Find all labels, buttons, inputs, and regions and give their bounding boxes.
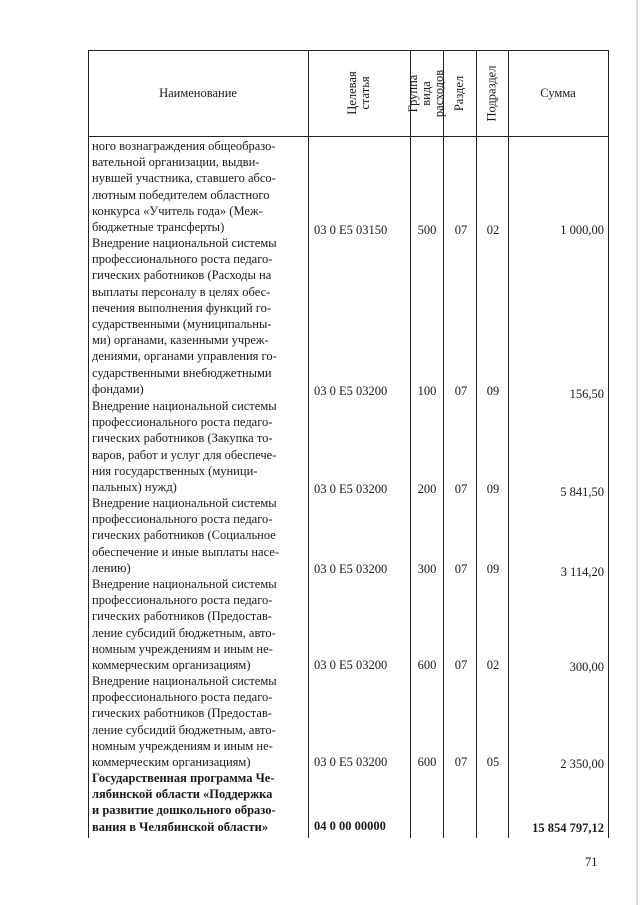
- row-subsection: 09: [486, 482, 500, 496]
- row-subsection: 09: [486, 384, 500, 398]
- column-border: [443, 50, 444, 838]
- row-section: 07: [454, 562, 468, 576]
- header-name: [88, 50, 308, 136]
- row-section: 07: [454, 223, 468, 237]
- header-name-label: Наименование: [159, 85, 237, 100]
- row-group: 200: [417, 482, 437, 496]
- row-name: Внедрение национальной системы профессионального роста педаго- гических работников (Закупка то- варов, работ и услуг для обеспече- ния государственных (муници- пальных) нужд): [92, 399, 277, 495]
- row-section: 07: [454, 658, 468, 672]
- row-name: Внедрение национальной системы профессионального роста педаго- гических работников (Предостав- ление субсидий бюджетным, авто- номным учреждениям и иным не- коммерческим организациям): [92, 674, 277, 770]
- row-section: 07: [454, 482, 468, 496]
- row-subsection: 09: [486, 562, 500, 576]
- row-group: 300: [417, 562, 437, 576]
- row-target-code: 03 0 E5 03200: [314, 658, 388, 672]
- page-number: 71: [585, 855, 598, 869]
- column-border: [508, 50, 509, 838]
- header-group: [406, 50, 447, 136]
- row-section: 07: [454, 755, 468, 769]
- row-name: Внедрение национальной системы профессионального роста педаго- гических работников (Расходы на выплаты персоналу в целях обес- печения выполнения функций го- сударственными (муниципальны- ми) органами, казенными учреж- дениями, органами управления го- сударственными внебюджетными фондами): [92, 236, 277, 396]
- row-sum: 156,50: [569, 387, 604, 401]
- row-target-code: 03 0 E5 03200: [314, 562, 388, 576]
- header-group-label: Группа вида расходов: [406, 69, 447, 117]
- header-sum: [508, 50, 608, 136]
- row-group: 600: [417, 658, 437, 672]
- header-subsection-label: Подраздел: [484, 65, 499, 121]
- header-target-label: Целевая статья: [345, 71, 372, 115]
- column-border: [88, 50, 89, 838]
- header-bottom-border: [88, 136, 608, 137]
- row-group: 500: [417, 223, 437, 237]
- column-border: [476, 50, 477, 838]
- row-group: 600: [417, 755, 437, 769]
- row-sum: 300,00: [569, 660, 604, 674]
- scan-edge: [636, 0, 638, 905]
- row-subsection: 02: [486, 223, 500, 237]
- row-sum: 2 350,00: [560, 757, 604, 771]
- header-sum-label: Сумма: [540, 85, 576, 100]
- row-name: Государственная программа Че- лябинской области «Поддержка и развитие дошкольного образо- вания в Челябинской области»: [92, 771, 276, 834]
- row-name: ного вознаграждения общеобразо- вательной организации, выдви- нувшей участника, ставшего абсо- лютным победителем областного конкурса «Учитель года» (Меж- бюджетные трансферты): [92, 139, 276, 235]
- row-target-code: 03 0 E5 03200: [314, 755, 388, 769]
- row-sum: 5 841,50: [560, 485, 604, 499]
- row-sum: 1 000,00: [560, 223, 604, 237]
- header-section-label: Раздел: [452, 75, 467, 111]
- row-sum: 15 854 797,12: [532, 821, 604, 835]
- row-name: Внедрение национальной системы профессионального роста педаго- гических работников (Предостав- ление субсидий бюджетным, авто- номным учреждениям и иным не- коммерческим организациям): [92, 577, 277, 673]
- header-subsection: [476, 50, 508, 136]
- row-target-code: 04 0 00 00000: [314, 819, 386, 833]
- row-group: 100: [417, 384, 437, 398]
- row-target-code: 03 0 E5 03200: [314, 384, 388, 398]
- row-subsection: 05: [486, 755, 500, 769]
- header-section: [443, 50, 476, 136]
- column-border: [308, 50, 309, 838]
- row-section: 07: [454, 384, 468, 398]
- row-subsection: 02: [486, 658, 500, 672]
- column-border: [410, 50, 411, 838]
- row-name: Внедрение национальной системы профессионального роста педаго- гических работников (Социальное обеспечение и иные выплаты насе- лению): [92, 496, 280, 575]
- column-border: [608, 50, 609, 838]
- header-target: [308, 50, 410, 136]
- row-target-code: 03 0 E5 03200: [314, 482, 388, 496]
- row-sum: 3 114,20: [560, 565, 604, 579]
- row-target-code: 03 0 E5 03150: [314, 223, 388, 237]
